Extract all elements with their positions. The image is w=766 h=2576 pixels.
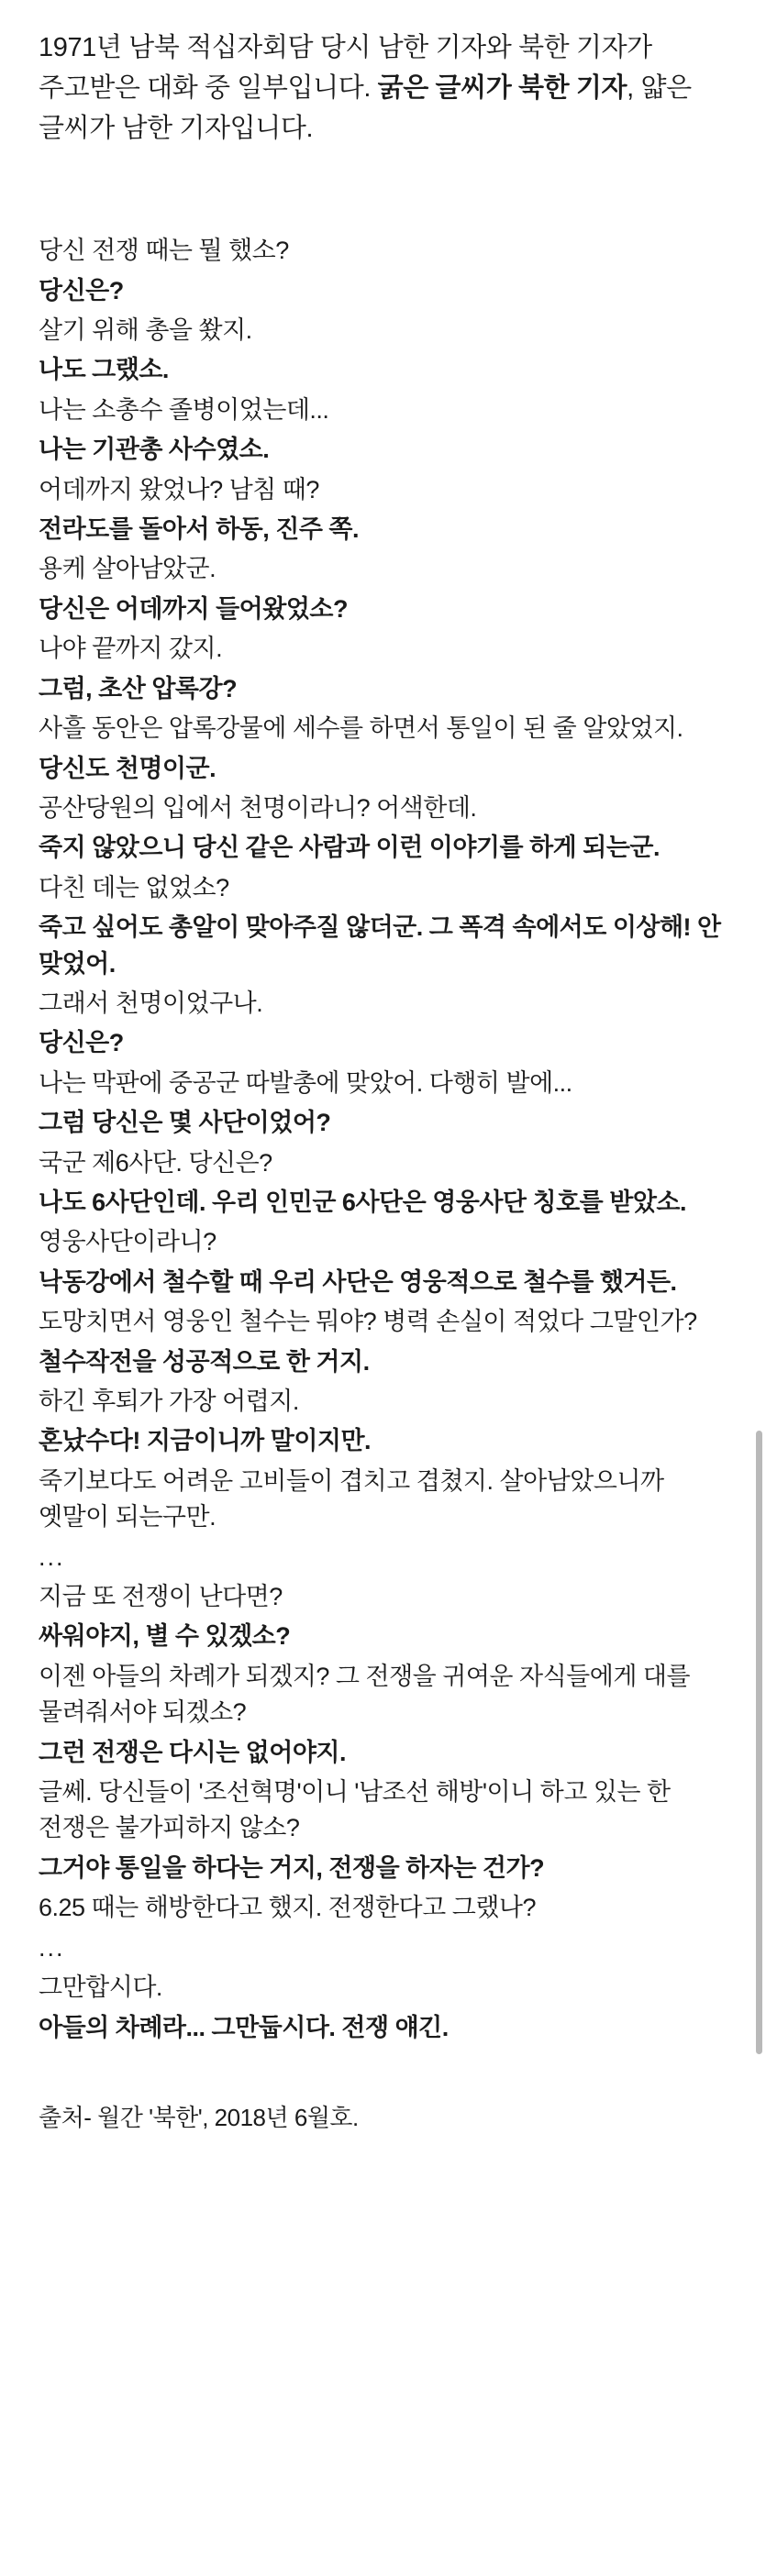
dialogue-line-north: 당신은 어데까지 들어왔었소? bbox=[39, 594, 348, 623]
dialogue-line-south: 다친 데는 없었소? bbox=[39, 873, 229, 901]
dialogue-line-south: 국군 제6사단. 당신은? bbox=[39, 1148, 272, 1177]
dialogue-line-north: 낙동강에서 철수할 때 우리 사단은 영웅적으로 철수를 했거든. bbox=[39, 1267, 677, 1296]
dialogue-line-north: 당신은? bbox=[39, 1029, 124, 1057]
dialogue-line-south: 하긴 후퇴가 가장 어렵지. bbox=[39, 1388, 299, 1416]
dialogue-line-south: 용케 살아남았군. bbox=[39, 555, 216, 583]
dialogue-line-north: 그거야 통일을 하다는 거지, 전쟁을 하자는 건가? bbox=[39, 1853, 545, 1882]
dialogue-line-south: 그만합시다. bbox=[39, 1973, 162, 2002]
dialogue-line-south: 이젠 아들의 차례가 되겠지? 그 전쟁을 귀여운 자식들에게 대를 물려줘서야 되겠소? bbox=[39, 1662, 691, 1727]
dialogue-line-north: 아들의 차례라... 그만둡시다. 전쟁 얘긴. bbox=[39, 2013, 449, 2041]
dialogue-line-south: 나야 끝까지 갔지. bbox=[39, 635, 223, 663]
dialogue-line-south: 죽기보다도 어려운 고비들이 겹치고 겹쳤지. 살아남았으니까 옛말이 되는구만. bbox=[39, 1466, 664, 1531]
intro-paragraph bbox=[39, 28, 727, 149]
intro-text: , 얇은 글씨가 남한 기자입니다. bbox=[39, 73, 692, 144]
dialogue-line-north: 당신은? bbox=[39, 276, 124, 304]
intro-emphasis: 굵은 글씨가 북한 기자 bbox=[377, 73, 627, 104]
dialogue-line-north: 나도 그랬소. bbox=[39, 356, 169, 384]
dialogue-line-north: 죽고 싶어도 총알이 맞아주질 않더군. 그 폭격 속에서도 이상해! 안 맞었어. bbox=[39, 913, 721, 978]
dialogue-line-north: 혼났수다! 지금이니까 말이지만. bbox=[39, 1427, 372, 1455]
dialogue-break: ... bbox=[39, 1542, 65, 1571]
source-note: 출처- 월간 '북한', 2018년 6월호. bbox=[39, 2103, 359, 2131]
dialogue-line-south: 살기 위해 총을 쐈지. bbox=[39, 316, 252, 345]
dialogue-line-north: 죽지 않았으니 당신 같은 사람과 이런 이야기를 하게 되는군. bbox=[39, 834, 660, 862]
dialogue-line-south: 공산당원의 입에서 천명이라니? 어색한데. bbox=[39, 793, 477, 822]
dialogue-line-north: 나는 기관총 사수였소. bbox=[39, 436, 270, 464]
dialogue-line-north: 전라도를 돌아서 하동, 진주 쪽. bbox=[39, 515, 359, 544]
dialogue-line-south: 그래서 천명이었구나. bbox=[39, 989, 263, 1017]
dialogue-line-north: 당신도 천명이군. bbox=[39, 754, 216, 782]
dialogue-line-north: 싸워야지, 별 수 있겠소? bbox=[39, 1622, 291, 1651]
dialogue-line-south: 사흘 동안은 압록강물에 세수를 하면서 통일이 된 줄 알았었지. bbox=[39, 714, 683, 743]
dialogue-line-south: 나는 막판에 중공군 따발총에 맞았어. 다행히 발에... bbox=[39, 1068, 572, 1097]
dialogue-line-south: 나는 소총수 졸병이었는데... bbox=[39, 395, 329, 424]
dialogue-line-south: 당신 전쟁 때는 뭘 했소? bbox=[39, 237, 289, 265]
dialogue-line-south: 글쎄. 당신들이 '조선혁명'이니 '남조선 해방'이니 하고 있는 한 전쟁은 불가피하지 않소? bbox=[39, 1778, 671, 1842]
dialogue-line-north: 철수작전을 성공적으로 한 거지. bbox=[39, 1347, 370, 1376]
dialogue-line-south: 도망치면서 영웅인 철수는 뭐야? 병력 손실이 적었다 그말인가? bbox=[39, 1308, 697, 1336]
intro-text: 1971년 남북 적십자회담 당시 남한 기자와 북한 기자가 주고받은 대화 중 일부입니다. bbox=[39, 33, 652, 104]
dialogue-line-north: 그런 전쟁은 다시는 없어야지. bbox=[39, 1738, 346, 1766]
dialogue-line-south: 6.25 때는 해방한다고 했지. 전쟁한다고 그랬나? bbox=[39, 1894, 536, 1922]
dialogue-line-north: 그럼 당신은 몇 사단이었어? bbox=[39, 1109, 331, 1137]
dialogue-line-north: 그럼, 초산 압록강? bbox=[39, 674, 238, 702]
dialogue-list bbox=[39, 233, 727, 2046]
vertical-scrollbar[interactable] bbox=[756, 1431, 762, 2054]
dialogue-line-north: 나도 6사단인데. 우리 인민군 6사단은 영웅사단 칭호를 받았소. bbox=[39, 1188, 687, 1216]
dialogue-line-south: 어데까지 왔었나? 남침 때? bbox=[39, 475, 319, 503]
dialogue-break: ... bbox=[39, 1933, 65, 1962]
dialogue-line-south: 지금 또 전쟁이 난다면? bbox=[39, 1583, 283, 1611]
dialogue-line-south: 영웅사단이라니? bbox=[39, 1228, 216, 1256]
